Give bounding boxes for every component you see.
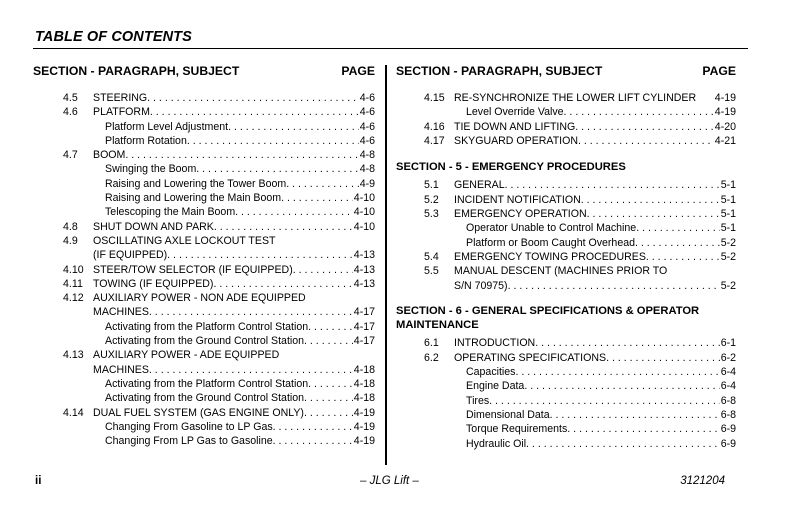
toc-entry-number: 4.15 <box>424 92 445 104</box>
toc-entry[interactable] <box>33 120 375 134</box>
toc-entry-title: EMERGENCY TOWING PROCEDURES <box>454 250 646 263</box>
toc-entry-number: 4.13 <box>63 349 84 362</box>
toc-leader-dots <box>308 320 353 334</box>
toc-entry[interactable] <box>33 234 375 248</box>
toc-leader-dots <box>304 334 353 348</box>
toc-entry-page: 4-10 <box>353 192 375 205</box>
toc-entry-title: Torque Requirements <box>466 423 568 436</box>
column-header-subject: SECTION - PARAGRAPH, SUBJECT <box>33 64 240 78</box>
toc-entry[interactable] <box>33 105 375 119</box>
toc-entry-page: 4-6 <box>359 134 375 147</box>
toc-entry-title: PLATFORM <box>93 106 150 119</box>
toc-leader-dots <box>567 422 719 436</box>
toc-entry-page: 6-9 <box>720 437 736 450</box>
toc-entry[interactable] <box>396 408 736 422</box>
toc-leader-dots <box>646 250 720 264</box>
toc-leader-dots <box>149 305 353 319</box>
toc-leader-dots <box>149 363 353 377</box>
toc-entry-page: 4-10 <box>353 206 375 219</box>
toc-entry[interactable] <box>33 220 375 234</box>
toc-entry-number: 4.16 <box>424 120 445 133</box>
toc-entry[interactable] <box>396 279 736 293</box>
toc-entry-title: BOOM <box>93 149 126 162</box>
toc-entry-title: Platform Rotation <box>105 134 187 147</box>
toc-entry[interactable] <box>396 221 736 235</box>
toc-entry-number: 5.3 <box>424 208 439 221</box>
toc-entry-title: Raising and Lowering the Main Boom <box>105 192 282 205</box>
footer-doc-number: 3121204 <box>680 475 725 487</box>
column-header-right <box>396 64 736 82</box>
title-rule <box>33 48 748 49</box>
toc-entry-page: 4-18 <box>353 377 375 390</box>
toc-entry-number: 4.5 <box>63 92 78 104</box>
toc-entry-page <box>374 291 375 305</box>
toc-entry-number: 5.2 <box>424 193 439 206</box>
toc-entry-page: 6-9 <box>720 423 736 436</box>
toc-entry-page: 4-6 <box>359 106 375 119</box>
toc-entry-page: 6-8 <box>720 394 736 407</box>
toc-entry-page: 4-19 <box>714 92 736 104</box>
toc-entry-title: Changing From LP Gas to Gasoline <box>105 435 273 448</box>
toc-entry[interactable] <box>33 277 375 291</box>
toc-entry-title: INTRODUCTION <box>454 337 536 350</box>
toc-entry[interactable] <box>33 205 375 219</box>
toc-entry-number: 6.1 <box>424 337 439 350</box>
toc-leader-dots <box>515 365 719 379</box>
toc-entry[interactable] <box>396 365 736 379</box>
toc-entry-title: Activating from the Platform Control Station <box>105 377 309 390</box>
toc-entry[interactable] <box>396 207 736 221</box>
toc-leader-dots <box>281 191 353 205</box>
toc-entry-page: 4-10 <box>353 220 375 233</box>
column-divider <box>385 65 387 465</box>
toc-leader-dots <box>273 434 353 448</box>
toc-entry-title: TIE DOWN AND LIFTING <box>454 120 576 133</box>
toc-entry[interactable] <box>33 248 375 262</box>
toc-entry-page: 5-1 <box>720 193 736 206</box>
toc-leader-dots <box>214 220 353 234</box>
toc-leader-dots <box>578 134 714 148</box>
toc-leader-dots <box>187 134 359 148</box>
footer-center-text: – JLG Lift – <box>360 475 419 487</box>
toc-entry-title: Platform Level Adjustment <box>105 120 229 133</box>
toc-entry-number: 4.10 <box>63 263 84 276</box>
toc-entry-title: (IF EQUIPPED) <box>93 249 168 262</box>
toc-entry[interactable] <box>33 134 375 148</box>
column-header-page: PAGE <box>702 64 736 78</box>
toc-entry-page: 4-8 <box>359 149 375 162</box>
footer-page-number: ii <box>35 475 42 487</box>
toc-entry-page: 4-8 <box>359 163 375 176</box>
toc-entry-title: OPERATING SPECIFICATIONS <box>454 351 607 364</box>
toc-entry[interactable] <box>396 134 736 148</box>
toc-entry-title: DUAL FUEL SYSTEM (GAS ENGINE ONLY) <box>93 406 304 419</box>
toc-entry-page: 4-13 <box>353 277 375 290</box>
toc-entry[interactable] <box>33 148 375 162</box>
toc-leader-dots <box>587 207 720 221</box>
toc-entry[interactable] <box>396 264 736 278</box>
toc-leader-dots <box>508 279 720 293</box>
toc-entry-page: 5-2 <box>720 236 736 249</box>
toc-entry-number: 4.8 <box>63 220 78 233</box>
toc-entry-page <box>735 264 736 278</box>
toc-leader-dots <box>293 263 353 277</box>
toc-column-left <box>33 64 375 448</box>
toc-entry-title: EMERGENCY OPERATION <box>454 208 587 221</box>
toc-entry-title: MANUAL DESCENT (MACHINES PRIOR TO <box>454 265 668 278</box>
toc-entry-number: 5.1 <box>424 179 439 192</box>
toc-entry[interactable] <box>396 236 736 250</box>
toc-entry-title: Operator Unable to Control Machine <box>466 222 637 235</box>
toc-entry[interactable] <box>33 162 375 176</box>
toc-entry-page: 4-13 <box>353 263 375 276</box>
toc-entry[interactable] <box>33 377 375 391</box>
toc-entry[interactable] <box>33 391 375 405</box>
toc-entry-page: 6-4 <box>720 380 736 393</box>
column-header-left <box>33 64 375 82</box>
toc-entry[interactable] <box>33 434 375 448</box>
toc-leader-dots <box>550 408 720 422</box>
toc-entry-title: AUXILIARY POWER - ADE EQUIPPED <box>93 349 280 362</box>
toc-entry-number: 4.12 <box>63 292 84 305</box>
page-title: TABLE OF CONTENTS <box>35 29 192 45</box>
toc-entry[interactable] <box>33 91 375 105</box>
toc-entry-title: MACHINES <box>93 306 149 319</box>
toc-entry-number: 4.11 <box>63 277 83 290</box>
toc-entry-title: INCIDENT NOTIFICATION <box>454 193 581 206</box>
toc-entry[interactable] <box>396 250 736 264</box>
toc-leader-dots <box>167 248 353 262</box>
toc-entry[interactable] <box>396 105 736 119</box>
toc-entry-title: Capacities <box>466 366 516 379</box>
toc-leader-dots <box>489 394 720 408</box>
toc-leader-dots <box>606 351 720 365</box>
toc-entry[interactable] <box>33 334 375 348</box>
toc-entry-page: 6-8 <box>720 408 736 421</box>
toc-leader-dots <box>636 221 720 235</box>
toc-entry-title: RE-SYNCHRONIZE THE LOWER LIFT CYLINDER <box>454 92 697 104</box>
column-header-subject: SECTION - PARAGRAPH, SUBJECT <box>396 64 603 78</box>
toc-entry[interactable] <box>396 193 736 207</box>
toc-entry-number: 4.14 <box>63 406 84 419</box>
toc-leader-dots <box>524 379 719 393</box>
toc-entry[interactable] <box>396 394 736 408</box>
section-heading-6-line2: MAINTENANCE <box>396 319 479 332</box>
toc-entry-number: 4.7 <box>63 149 78 162</box>
toc-entry[interactable] <box>33 348 375 362</box>
toc-entry[interactable] <box>396 336 736 350</box>
toc-entry[interactable] <box>396 422 736 436</box>
toc-entry-page: 6-2 <box>720 351 736 364</box>
toc-entry-title: Engine Data <box>466 380 525 393</box>
toc-entry[interactable] <box>33 320 375 334</box>
toc-entry-page: 4-19 <box>353 435 375 448</box>
toc-entry-page: 4-18 <box>353 363 375 376</box>
toc-entry[interactable] <box>33 291 375 305</box>
toc-entry[interactable] <box>396 379 736 393</box>
toc-leader-dots <box>505 178 720 192</box>
toc-entry-number: 5.4 <box>424 250 439 263</box>
toc-entry-title: SKYGUARD OPERATION <box>454 134 579 147</box>
toc-entry-number: 5.5 <box>424 265 439 278</box>
toc-entry-title: Platform or Boom Caught Overhead <box>466 236 635 249</box>
column-header-page: PAGE <box>341 64 375 78</box>
toc-entry-page: 4-17 <box>353 306 375 319</box>
toc-leader-dots <box>564 105 714 119</box>
toc-entry-title: Telescoping the Main Boom <box>105 206 236 219</box>
toc-entry-page: 4-19 <box>353 420 375 433</box>
toc-leader-dots <box>304 391 353 405</box>
toc-leader-dots <box>535 336 719 350</box>
toc-entry-title: STEER/TOW SELECTOR (IF EQUIPPED) <box>93 263 293 276</box>
toc-entry[interactable] <box>396 351 736 365</box>
toc-entry-title: Dimensional Data <box>466 408 550 421</box>
toc-leader-dots <box>286 177 359 191</box>
toc-entry[interactable] <box>33 406 375 420</box>
toc-entry[interactable] <box>396 178 736 192</box>
toc-leader-dots <box>273 420 353 434</box>
toc-entry-title: SHUT DOWN AND PARK <box>93 220 214 233</box>
toc-entry-title: TOWING (IF EQUIPPED) <box>93 277 214 290</box>
toc-entry[interactable] <box>33 305 375 319</box>
toc-leader-dots <box>304 406 353 420</box>
toc-entry-page: 4-6 <box>359 120 375 133</box>
toc-leader-dots <box>526 437 720 451</box>
toc-leader-dots <box>581 193 720 207</box>
toc-entry-title: Changing From Gasoline to LP Gas <box>105 420 273 433</box>
toc-leader-dots <box>125 148 358 162</box>
toc-entry-page: 4-20 <box>714 120 736 133</box>
toc-entry-page: 4-19 <box>714 106 736 119</box>
toc-entry-title: Tires <box>466 394 490 407</box>
toc-entry-number: 6.2 <box>424 351 439 364</box>
toc-entry-page: 5-1 <box>720 222 736 235</box>
section-heading-6-line1: SECTION - 6 - GENERAL SPECIFICATIONS & OPERATOR <box>396 304 700 317</box>
toc-entry-title: GENERAL <box>454 179 505 192</box>
toc-entry-title: Activating from the Platform Control Station <box>105 320 309 333</box>
toc-leader-dots <box>308 377 353 391</box>
toc-entry-page: 5-1 <box>720 179 736 192</box>
toc-entry-title: S/N 70975) <box>454 279 508 292</box>
toc-entry-number: 4.9 <box>63 234 78 247</box>
toc-entry[interactable] <box>33 177 375 191</box>
toc-entry[interactable] <box>396 437 736 451</box>
toc-entry-page: 4-17 <box>353 320 375 333</box>
toc-entry-page: 4-6 <box>359 92 375 104</box>
toc-entry-title: Level Override Valve <box>466 106 564 119</box>
toc-entry-title: Swinging the Boom <box>105 163 197 176</box>
toc-entry-page: 5-1 <box>720 208 736 221</box>
section-heading-6 <box>396 304 736 333</box>
toc-entry-title: Hydraulic Oil <box>466 437 527 450</box>
toc-entry[interactable] <box>33 263 375 277</box>
toc-entry-page: 4-13 <box>353 249 375 262</box>
toc-entry-number: 4.6 <box>63 106 78 119</box>
toc-leader-dots <box>213 277 352 291</box>
toc-entry-number: 4.17 <box>424 134 445 147</box>
toc-entry-title: OSCILLATING AXLE LOCKOUT TEST <box>93 234 276 247</box>
toc-column-right <box>396 64 736 451</box>
toc-leader-dots <box>196 162 358 176</box>
toc-leader-dots <box>635 236 720 250</box>
toc-entry-page: 4-19 <box>353 406 375 419</box>
toc-entry-title: AUXILIARY POWER - NON ADE EQUIPPED <box>93 292 306 305</box>
toc-leader-dots <box>235 205 353 219</box>
toc-entry-title: Activating from the Ground Control Station <box>105 335 305 348</box>
toc-entry-page: 5-2 <box>720 250 736 263</box>
toc-entry-title: Activating from the Ground Control Station <box>105 392 305 405</box>
toc-entry[interactable] <box>33 420 375 434</box>
toc-entry-page: 6-4 <box>720 366 736 379</box>
toc-leader-dots <box>150 105 359 119</box>
toc-entry-title: Raising and Lowering the Tower Boom <box>105 177 287 190</box>
toc-entry-page <box>374 234 375 248</box>
toc-entry-title: STEERING <box>93 92 148 104</box>
toc-entry-page: 4-17 <box>353 335 375 348</box>
toc-entry-page: 6-1 <box>720 337 736 350</box>
toc-entry[interactable] <box>396 120 736 134</box>
toc-leader-dots <box>575 120 714 134</box>
toc-entry-page <box>374 348 375 362</box>
toc-entry-page: 4-9 <box>359 177 375 190</box>
section-heading-5: SECTION - 5 - EMERGENCY PROCEDURES <box>396 161 626 174</box>
toc-entry-title: MACHINES <box>93 363 149 376</box>
toc-leader-dots <box>147 91 359 105</box>
toc-entry[interactable] <box>33 363 375 377</box>
toc-entry-page: 5-2 <box>720 279 736 292</box>
toc-entry-page: 4-21 <box>714 134 736 147</box>
toc-entry[interactable] <box>396 91 736 105</box>
toc-entry-page: 4-18 <box>353 392 375 405</box>
toc-entry[interactable] <box>33 191 375 205</box>
toc-leader-dots <box>228 120 359 134</box>
